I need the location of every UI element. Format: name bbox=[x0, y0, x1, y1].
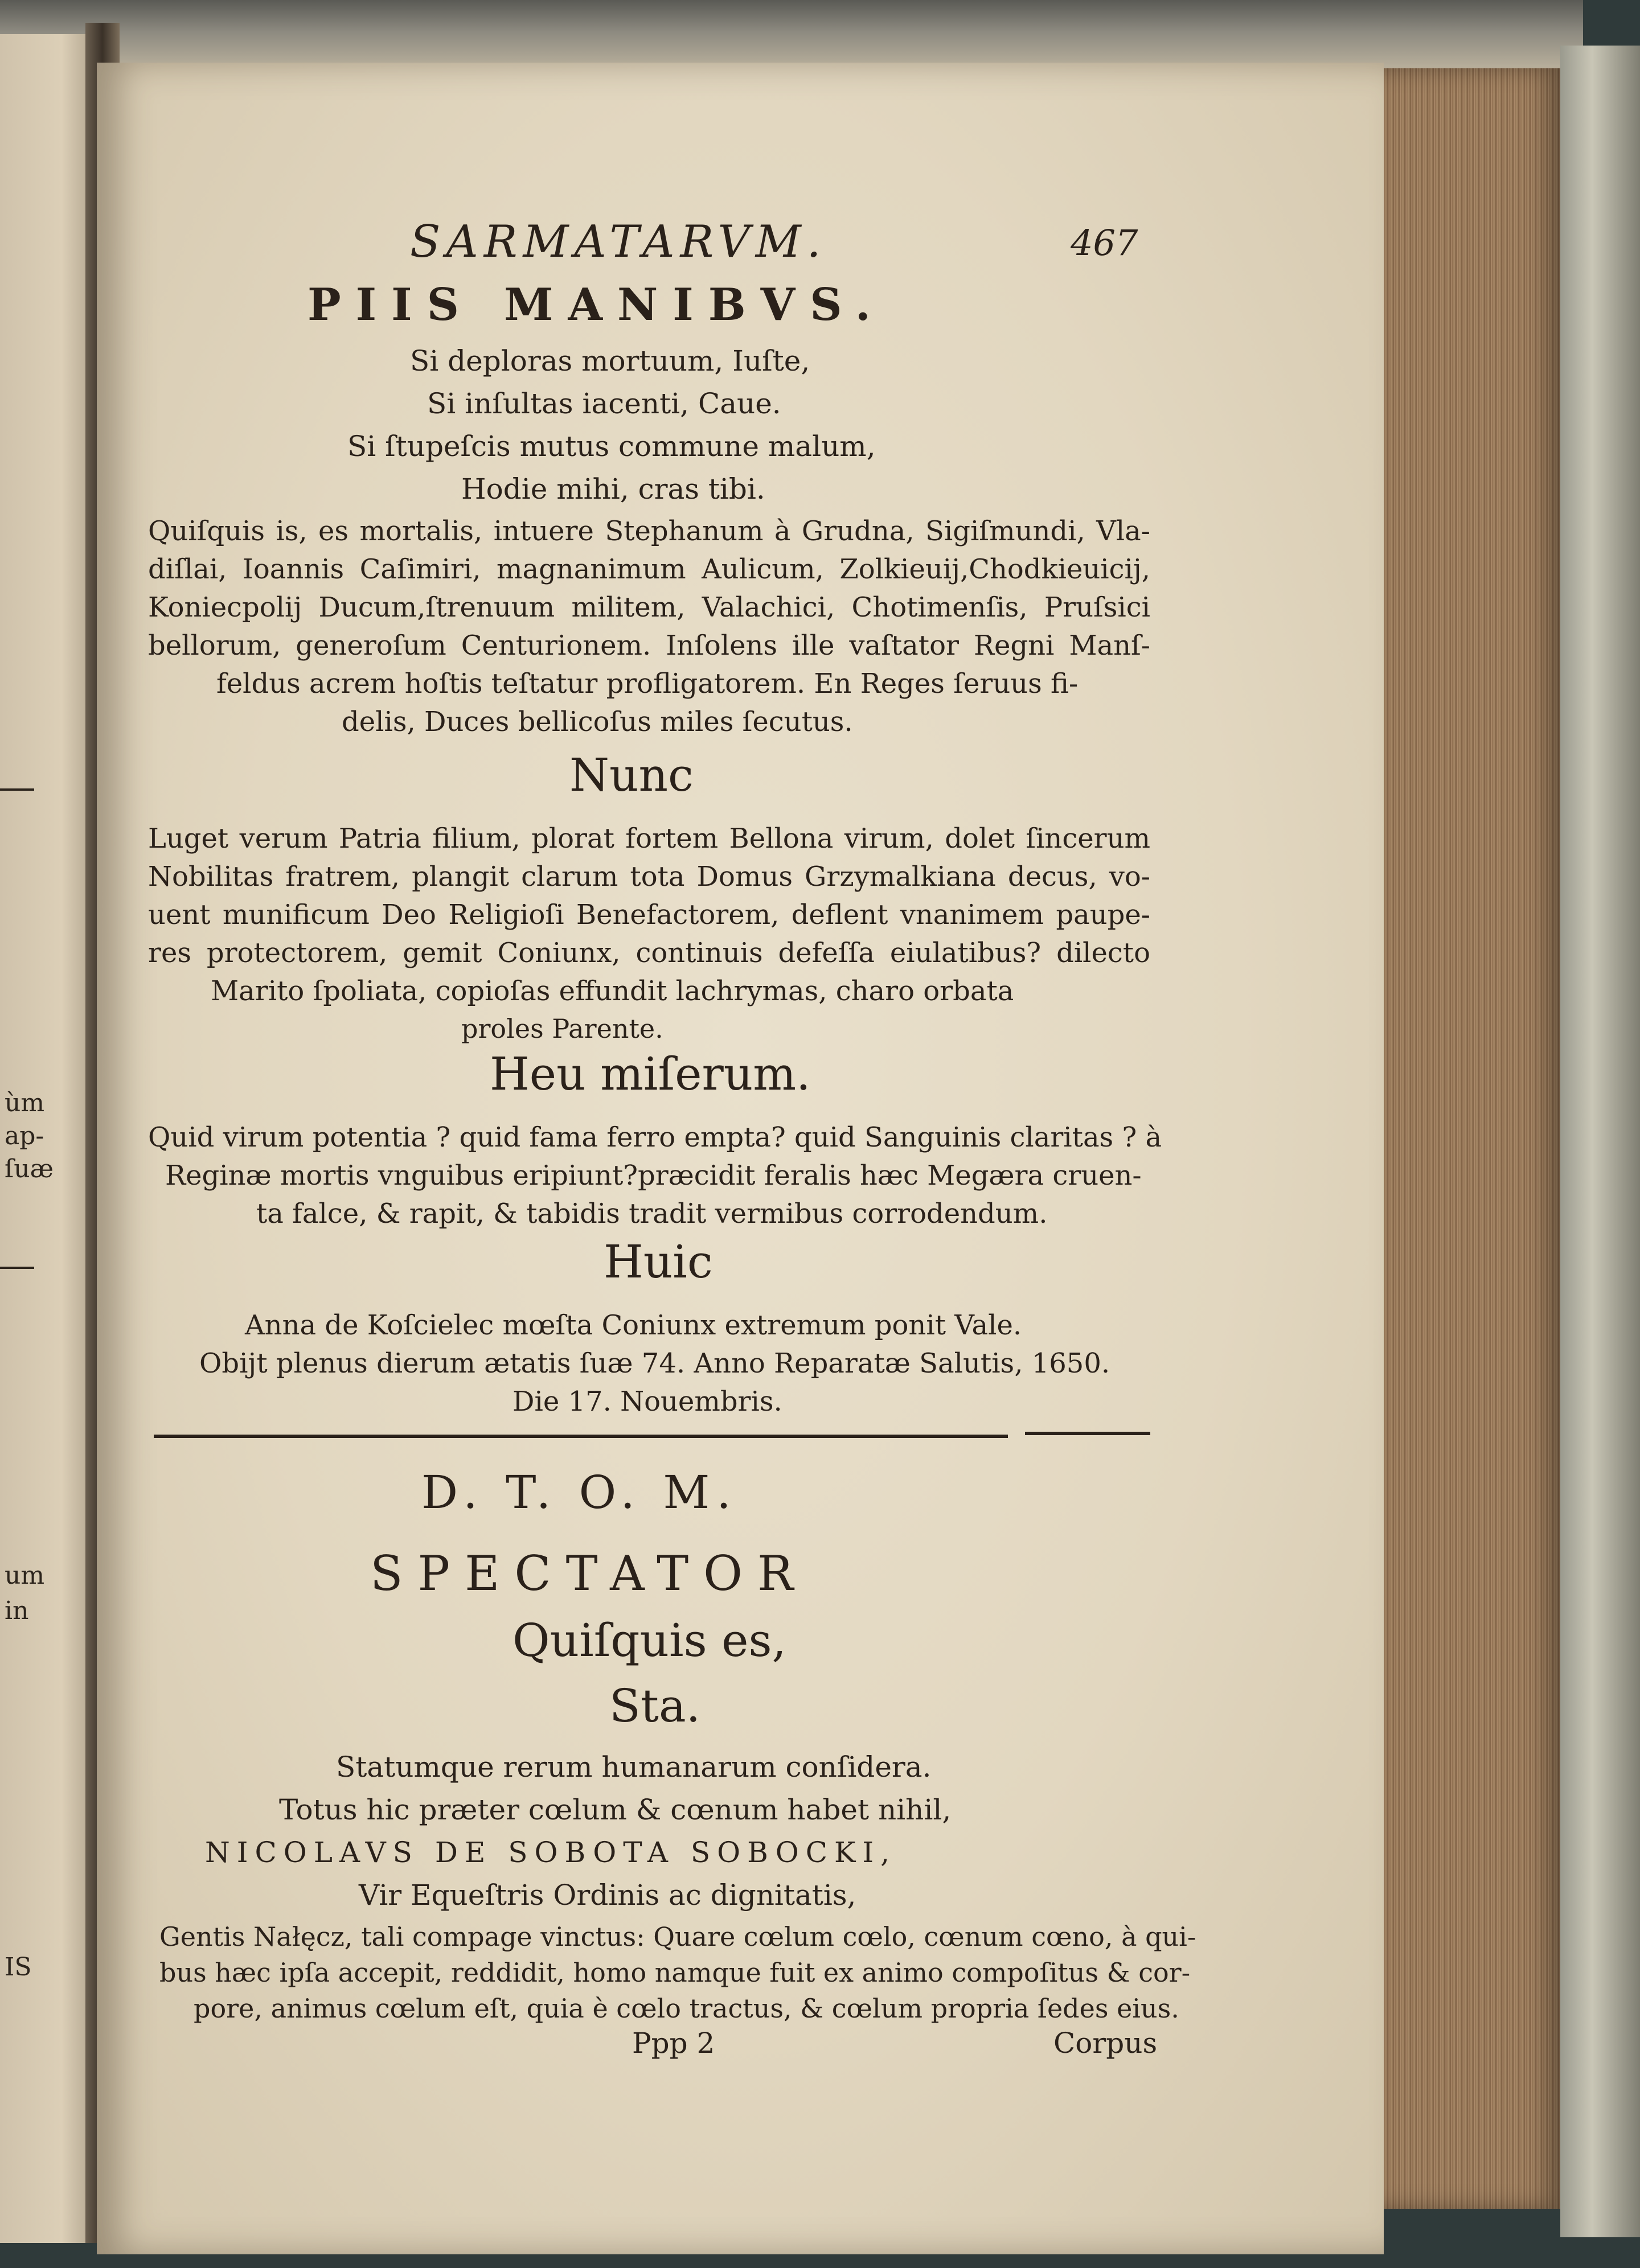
heading-dtom: D. T. O. M. bbox=[421, 1466, 738, 1519]
heading-piis-manibus: PIIS MANIBVS. bbox=[308, 279, 885, 331]
heading-huic: Huic bbox=[604, 1235, 713, 1288]
paragraph-line: Quiſquis is, es mortalis, intuere Stephanum à Grudna, Sigiſmundi, Vla- bbox=[148, 515, 1150, 547]
paragraph-line: Marito ſpoliata, copioſas effundit lachrymas, charo orbata bbox=[211, 975, 1014, 1007]
page-number: 467 bbox=[1071, 222, 1138, 264]
closing-line: Anna de Koſcielec mœſta Coniunx extremum ponit Vale. bbox=[245, 1309, 1022, 1341]
heading-heu-miserum: Heu miſerum. bbox=[490, 1047, 811, 1100]
paragraph-line: bus hæc ipſa accepit, reddidit, homo namque fuit ex animo compoſitus & cor- bbox=[159, 1957, 1191, 1988]
paragraph-line: Quid virum potentia ? quid fama ferro empta? quid Sanguinis claritas ? à bbox=[148, 1121, 1162, 1153]
left-margin-fragment: ap- bbox=[5, 1121, 44, 1151]
left-margin-fragment: um bbox=[5, 1561, 45, 1590]
paragraph-line: uent munificum Deo Religioſi Benefactorem, deflent vnanimem paupe- bbox=[148, 899, 1150, 931]
paragraph-line: ta falce, & rapit, & tabidis tradit vermibus corrodendum. bbox=[256, 1198, 1048, 1230]
left-margin-fragment: IS bbox=[5, 1953, 32, 1982]
paragraph-line: Luget verum Patria filium, plorat fortem Bellona virum, dolet ſincerum bbox=[148, 823, 1150, 854]
verse-line: Si deploras mortuum, Iuſte, bbox=[410, 344, 810, 377]
left-margin-fragment: ùm bbox=[5, 1088, 45, 1117]
paragraph-line: diſlai, Ioannis Caſimiri, magnanimum Aulicum, Zolkieuij,Chodkieuicij, bbox=[148, 553, 1150, 585]
paragraph-line: res protectorem, gemit Coniunx, continuis defeſſa eiulatibus? dilecto bbox=[148, 937, 1150, 969]
signature-mark: Ppp 2 bbox=[632, 2027, 715, 2060]
verse-line: Si ſtupeſcis mutus commune malum, bbox=[347, 430, 876, 463]
paragraph-line: Gentis Nałęcz, tali compage vinctus: Quare cœlum cœlo, cœnum cœno, à qui- bbox=[159, 1921, 1196, 1952]
left-margin-rule bbox=[0, 788, 34, 791]
left-margin-fragment: ſuæ bbox=[5, 1154, 54, 1184]
paragraph-line: bellorum, generoſum Centurionem. Inſolens ille vaſtator Regni Manſ- bbox=[148, 630, 1150, 662]
section-rule bbox=[1025, 1432, 1150, 1435]
paragraph-line: pore, animus cœlum eſt, quia è cœlo tractus, & cœlum propria ſedes eius. bbox=[194, 1993, 1179, 2024]
paragraph-line: Nobilitas fratrem, plangit clarum tota Domus Grzymalkiana decus, vo- bbox=[148, 861, 1150, 893]
inscription-line: Vir Equeſtris Ordinis ac dignitatis, bbox=[359, 1879, 856, 1912]
sta: Sta. bbox=[609, 1679, 701, 1732]
paragraph-line: delis, Duces bellicoſus miles ſecutus. bbox=[342, 706, 853, 738]
left-margin-fragment: in bbox=[5, 1596, 29, 1625]
person-name: NICOLAVS DE SOBOTA SOBOCKI, bbox=[205, 1836, 896, 1869]
heading-nunc: Nunc bbox=[569, 749, 694, 802]
book-cover-edge bbox=[1560, 46, 1640, 2237]
closing-line: Obijt plenus dierum ætatis ſuæ 74. Anno Reparatæ Salutis, 1650. bbox=[199, 1347, 1110, 1379]
page-fore-edge bbox=[1378, 68, 1560, 2209]
catchword: Corpus bbox=[1053, 2027, 1158, 2060]
inscription-line: Totus hic præter cœlum & cœnum habet nihil, bbox=[279, 1793, 952, 1826]
paragraph-line: proles Parente. bbox=[461, 1013, 663, 1044]
running-head: SARMATARVM. bbox=[410, 216, 827, 268]
paragraph-line: feldus acrem hoſtis teſtatur profligatorem. En Reges ſeruus fi- bbox=[216, 668, 1079, 700]
heading-spectator: SPECTATOR bbox=[370, 1546, 809, 1601]
left-margin-rule bbox=[0, 1267, 34, 1269]
closing-line: Die 17. Nouembris. bbox=[512, 1386, 782, 1418]
section-rule bbox=[154, 1435, 1008, 1438]
paragraph-line: Reginæ mortis vnguibus eripiunt?præcidit feralis hæc Megæra cruen- bbox=[165, 1160, 1142, 1191]
paragraph-line: Koniecpolij Ducum,ſtrenuum militem, Valachici, Chotimenſis, Pruſsici bbox=[148, 591, 1150, 623]
verse-line: Si inſultas iacenti, Caue. bbox=[427, 387, 781, 420]
verse-line: Hodie mihi, cras tibi. bbox=[461, 472, 765, 506]
quisquis-es: Quiſquis es, bbox=[512, 1614, 786, 1667]
inscription-line: Statumque rerum humanarum conſidera. bbox=[336, 1751, 932, 1784]
